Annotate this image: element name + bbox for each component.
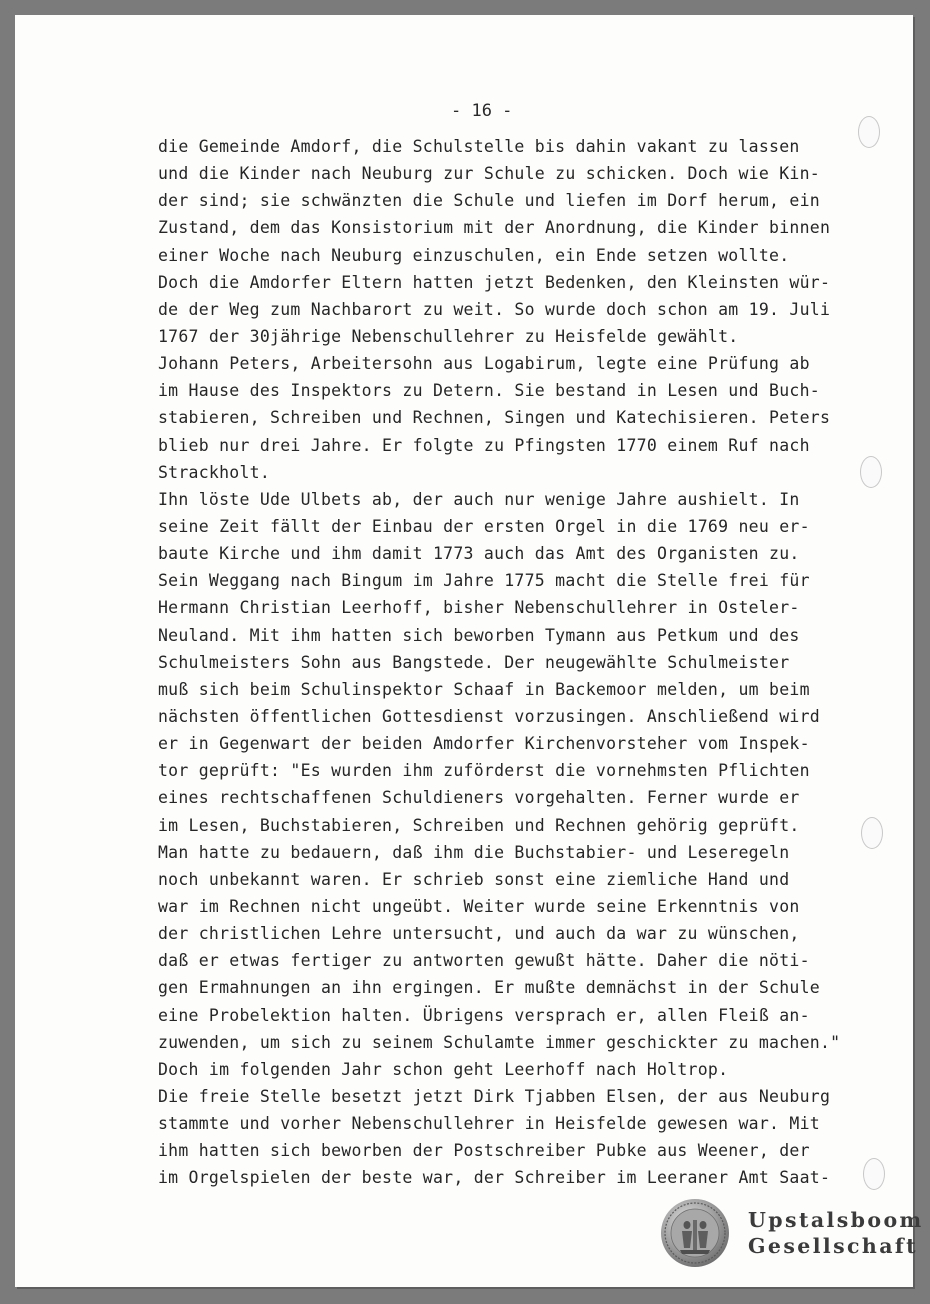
text-line: Sein Weggang nach Bingum im Jahre 1775 macht die Stelle frei für <box>158 571 810 591</box>
logo-line-1: Upstalsboom <box>748 1208 924 1232</box>
seal-icon <box>660 1198 730 1268</box>
text-line: blieb nur drei Jahre. Er folgte zu Pfingsten 1770 einem Ruf nach <box>158 435 810 455</box>
text-line: im Lesen, Buchstabieren, Schreiben und Rechnen gehörig geprüft. <box>158 815 800 835</box>
text-line: Die freie Stelle besetzt jetzt Dirk Tjabben Elsen, der aus Neuburg <box>158 1086 831 1106</box>
text-line: stammte und vorher Nebenschullehrer in Heisfelde gewesen war. Mit <box>158 1114 820 1134</box>
text-line: Neuland. Mit ihm hatten sich beworben Tymann aus Petkum und des <box>158 625 800 645</box>
document-page <box>15 15 913 1287</box>
text-line: im Orgelspielen der beste war, der Schreiber im Leeraner Amt Saat- <box>158 1168 831 1188</box>
text-line: Doch im folgenden Jahr schon geht Leerhoff nach Holtrop. <box>158 1059 729 1079</box>
text-line: Man hatte zu bedauern, daß ihm die Buchstabier- und Leseregeln <box>158 842 790 862</box>
text-line: Strackholt. <box>158 462 271 482</box>
text-line: 1767 der 30jährige Nebenschullehrer zu Heisfelde gewählt. <box>158 326 739 346</box>
text-line: Hermann Christian Leerhoff, bisher Nebenschullehrer in Osteler- <box>158 598 800 618</box>
punch-hole-icon <box>858 116 880 148</box>
text-line: er in Gegenwart der beiden Amdorfer Kirchenvorsteher vom Inspek- <box>158 734 810 754</box>
logo-line-2: Gesellschaft <box>748 1234 919 1258</box>
text-line: der christlichen Lehre untersucht, und auch da war zu wünschen, <box>158 924 800 944</box>
text-line: stabieren, Schreiben und Rechnen, Singen und Katechisieren. Peters <box>158 408 831 428</box>
text-line: eine Probelektion halten. Übrigens versprach er, allen Fleiß an- <box>158 1005 810 1025</box>
text-line: Schulmeisters Sohn aus Bangstede. Der neugewählte Schulmeister <box>158 652 790 672</box>
text-line: Zustand, dem das Konsistorium mit der Anordnung, die Kinder binnen <box>158 218 831 238</box>
text-line: tor geprüft: "Es wurden ihm zuförderst die vornehmsten Pflichten <box>158 761 810 781</box>
text-line: die Gemeinde Amdorf, die Schulstelle bis dahin vakant zu lassen <box>158 137 800 156</box>
punch-hole-icon <box>860 456 882 488</box>
text-line: der sind; sie schwänzten die Schule und liefen im Dorf herum, ein <box>158 191 820 211</box>
text-line: noch unbekannt waren. Er schrieb sonst eine ziemliche Hand und <box>158 869 790 889</box>
text-line: zuwenden, um sich zu seinem Schulamte immer geschickter zu machen." <box>158 1032 841 1052</box>
text-line: und die Kinder nach Neuburg zur Schule zu schicken. Doch wie Kin- <box>158 164 820 184</box>
text-line: Ihn löste Ude Ulbets ab, der auch nur wenige Jahre aushielt. In <box>158 489 800 509</box>
text-line: Doch die Amdorfer Eltern hatten jetzt Bedenken, den Kleinsten wür- <box>158 272 831 292</box>
text-line: im Hause des Inspektors zu Detern. Sie bestand in Lesen und Buch- <box>158 381 820 401</box>
logo-text <box>748 1207 924 1259</box>
text-line: gen Ermahnungen an ihn ergingen. Er mußte demnächst in der Schule <box>158 978 820 998</box>
text-line: war im Rechnen nicht ungeübt. Weiter wurde seine Erkenntnis von <box>158 896 800 916</box>
punch-hole-icon <box>863 1158 885 1190</box>
text-line: Johann Peters, Arbeitersohn aus Logabirum, legte eine Prüfung ab <box>158 354 810 374</box>
body-text <box>158 133 878 1191</box>
text-line: ihm hatten sich beworben der Postschreiber Pubke aus Weener, der <box>158 1141 810 1161</box>
publisher-logo <box>660 1198 924 1268</box>
punch-hole-icon <box>861 817 883 849</box>
text-line: daß er etwas fertiger zu antworten gewußt hätte. Daher die nöti- <box>158 951 810 971</box>
text-line: de der Weg zum Nachbarort zu weit. So wurde doch schon am 19. Juli <box>158 299 831 319</box>
text-line: einer Woche nach Neuburg einzuschulen, ein Ende setzen wollte. <box>158 245 790 265</box>
page-number: - 16 - <box>451 101 513 121</box>
text-line: baute Kirche und ihm damit 1773 auch das Amt des Organisten zu. <box>158 544 800 564</box>
text-line: eines rechtschaffenen Schuldieners vorgehalten. Ferner wurde er <box>158 788 800 808</box>
text-line: nächsten öffentlichen Gottesdienst vorzusingen. Anschließend wird <box>158 706 820 726</box>
text-line: seine Zeit fällt der Einbau der ersten Orgel in die 1769 neu er- <box>158 516 810 536</box>
text-line: muß sich beim Schulinspektor Schaaf in Backemoor melden, um beim <box>158 679 810 699</box>
